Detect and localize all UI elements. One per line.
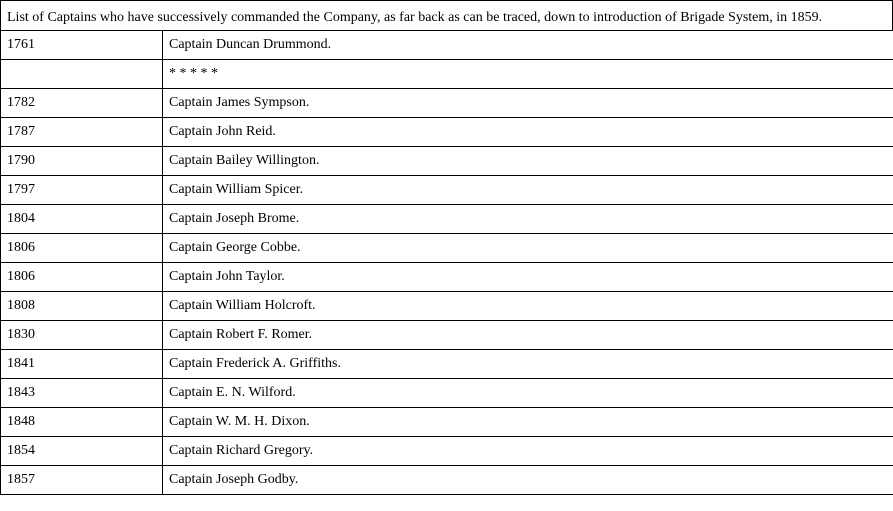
captain-name-cell: Captain Joseph Godby.: [163, 466, 893, 495]
table-row: [1, 350, 893, 379]
captain-name-cell: Captain George Cobbe.: [163, 234, 893, 263]
year-cell: [1, 60, 163, 89]
table-row: [1, 60, 893, 89]
year-cell: 1857: [1, 466, 163, 495]
table-row: [1, 118, 893, 147]
captain-name-cell: * * * * *: [163, 60, 893, 89]
table-row: [1, 466, 893, 495]
captain-name-cell: Captain Frederick A. Griffiths.: [163, 350, 893, 379]
year-cell: 1848: [1, 408, 163, 437]
table-body: [1, 31, 893, 495]
year-cell: 1761: [1, 31, 163, 60]
table-row: [1, 31, 893, 60]
captain-name-cell: Captain Richard Gregory.: [163, 437, 893, 466]
captain-name-cell: Captain William Holcroft.: [163, 292, 893, 321]
captain-name-cell: Captain John Reid.: [163, 118, 893, 147]
table-row: [1, 292, 893, 321]
captains-table: [0, 30, 893, 495]
table-caption: List of Captains who have successively commanded the Company, as far back as can be traced, down to introduction of Brigade System, in 1859.: [0, 0, 893, 30]
table-row: [1, 263, 893, 292]
year-cell: 1808: [1, 292, 163, 321]
table-row: [1, 234, 893, 263]
table-row: [1, 89, 893, 118]
captain-name-cell: Captain William Spicer.: [163, 176, 893, 205]
table-row: [1, 408, 893, 437]
table-row: [1, 176, 893, 205]
year-cell: 1806: [1, 234, 163, 263]
year-cell: 1841: [1, 350, 163, 379]
captain-name-cell: Captain W. M. H. Dixon.: [163, 408, 893, 437]
captain-name-cell: Captain James Sympson.: [163, 89, 893, 118]
captain-name-cell: Captain John Taylor.: [163, 263, 893, 292]
captain-name-cell: Captain Joseph Brome.: [163, 205, 893, 234]
table-row: [1, 379, 893, 408]
year-cell: 1797: [1, 176, 163, 205]
captain-name-cell: Captain E. N. Wilford.: [163, 379, 893, 408]
year-cell: 1782: [1, 89, 163, 118]
captain-name-cell: Captain Bailey Willington.: [163, 147, 893, 176]
year-cell: 1830: [1, 321, 163, 350]
table-row: [1, 147, 893, 176]
year-cell: 1804: [1, 205, 163, 234]
year-cell: 1787: [1, 118, 163, 147]
table-row: [1, 205, 893, 234]
captain-name-cell: Captain Robert F. Romer.: [163, 321, 893, 350]
year-cell: 1790: [1, 147, 163, 176]
table-row: [1, 437, 893, 466]
table-row: [1, 321, 893, 350]
year-cell: 1854: [1, 437, 163, 466]
year-cell: 1806: [1, 263, 163, 292]
year-cell: 1843: [1, 379, 163, 408]
captain-name-cell: Captain Duncan Drummond.: [163, 31, 893, 60]
